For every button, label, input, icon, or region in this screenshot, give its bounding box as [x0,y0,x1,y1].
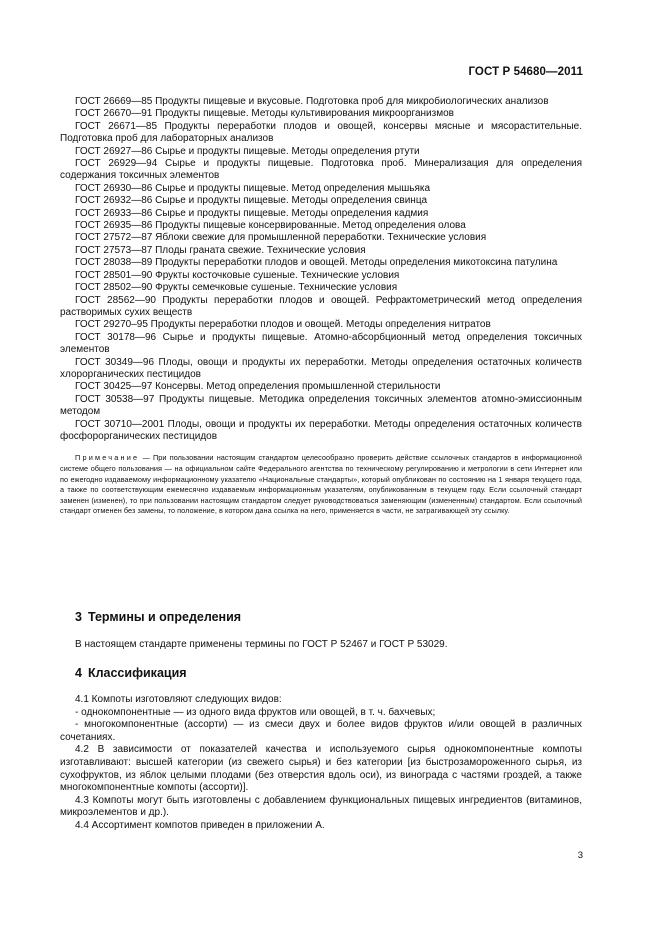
document-code-header: ГОСТ Р 54680—2011 [468,66,583,78]
section-3-heading [75,610,241,624]
reference-item: ГОСТ 28502—90 Фрукты семечковые сушеные. Технические условия [75,282,398,294]
reference-item: ГОСТ 30349—96 Плоды, овощи и продукты их переработки. Методы определения остаточных количеств хлорорганических пестицидов [60,356,582,380]
clause-4-2: 4.2 В зависимости от показателей качества и используемого сырья однокомпонентные компоты изготавливают: высшей категории (из свежего сырья) и без категории [из быстрозамороженного сырья, из сухофруктов, из яблок целыми плодами (без отверстия вдоль оси), из винограда с частями гроздей, а также многокомпонентные компоты (ассорти)]. [60,744,582,794]
reference-item: ГОСТ 28562—90 Продукты переработки плодов и овощей. Рефрактометрический метод определения растворимых сухих веществ [60,294,582,318]
clause-4-1-item-b: - многокомпонентные (ассорти) — из смеси двух и более видов фруктов и/или овощей в различных сочетаниях. [60,719,582,743]
clause-4-1: 4.1 Компоты изготовляют следующих видов: [75,694,282,705]
section-3-title: Термины и определения [87,610,242,624]
section-4-body [60,694,582,833]
section-4-title: Классификация [87,666,187,680]
reference-item: ГОСТ 26670—91 Продукты пищевые. Методы культивирования микроорганизмов [75,108,454,120]
reference-item: ГОСТ 27573—87 Плоды граната свежие. Технические условия [75,244,366,256]
section-4-heading [75,666,187,680]
reference-item: ГОСТ 28038—89 Продукты переработки плодов и овощей. Методы определения микотоксина патулина [75,257,558,269]
reference-item: ГОСТ 26935—86 Продукты пищевые консервированные. Метод определения олова [75,220,466,232]
reference-item: ГОСТ 28501—90 Фрукты косточковые сушеные. Технические условия [75,269,400,281]
clause-4-3: 4.3 Компоты могут быть изготовлены с добавлением функциональных пищевых ингредиентов (витаминов, микроэлементов и др.). [60,794,582,819]
reference-item: ГОСТ 26927—86 Сырье и продукты пищевые. Методы определения ртути [75,145,420,157]
reference-item: ГОСТ 30178—96 Сырье и продукты пищевые. Атомно-абсорбционный метод определения токсичных элементов [60,331,582,356]
reference-item: ГОСТ 29270–95 Продукты переработки плодов и овощей. Методы определения нитратов [75,319,491,331]
reference-item: ГОСТ 30425—97 Консервы. Метод определения промышленной стерильности [75,381,441,393]
normative-references-list [60,96,582,443]
clause-4-1-item-a: - однокомпонентные — из одного вида фруктов или овощей, в т. ч. бахчевых; [75,706,436,718]
section-4-number: 4 [75,666,82,680]
reference-item: ГОСТ 26932—86 Сырье и продукты пищевые. Методы определения свинца [75,195,428,207]
page-number: 3 [577,850,583,861]
reference-item: ГОСТ 27572—87 Яблоки свежие для промышленной переработки. Технические условия [75,232,487,244]
reference-item: ГОСТ 26933—86 Сырье и продукты пищевые. Методы определения кадмия [75,207,429,219]
section-3-number: 3 [75,610,82,624]
note-label: Примечание [75,453,140,463]
reference-item: ГОСТ 26671—85 Продукты переработки плодов и овощей, консервы мясные и мясорастительные. Подготовка проб для лабораторных анализов [60,120,582,145]
clause-4-4: 4.4 Ассортимент компотов приведен в приложении А. [75,819,325,831]
page-content [60,96,582,831]
reference-item: ГОСТ 26929—94 Сырье и продукты пищевые. Подготовка проб. Минерализация для определения содержания токсичных элементов [60,158,582,182]
note-paragraph [60,453,582,517]
reference-item: ГОСТ 30710—2001 Плоды, овощи и продукты их переработки. Методы определения остаточных количеств фосфорорганических пестицидов [60,418,582,442]
note-text: — При пользовании настоящим стандартом целесообразно проверить действие ссылочных стандартов в информационной системе общего пользования — на официальном сайте Федерального агентства по техническому регулированию и метрологии в сети Интернет или по ежегодно издаваемому информационному указателю «Национальные стандарты», который опубликован по состоянию на 1 января текущего года, а также по соответствующим ежемесячно издаваемым информационным указателям, опубликованным в текущем году. Если ссылочный стандарт заменен (изменен), то при пользовании настоящим стандартом следует руководствоваться заменяющим (измененным) стандартом. Если ссылочный стандарт отменен без замены, то положение, в котором дана ссылка на него, применяется в части, не затрагивающей эту ссылку. [60,453,582,516]
reference-item: ГОСТ 30538—97 Продукты пищевые. Методика определения токсичных элементов атомно-эмиссионным методом [60,393,582,418]
reference-item: ГОСТ 26930—86 Сырье и продукты пищевые. Метод определения мышьяка [75,182,431,194]
reference-item: ГОСТ 26669—85 Продукты пищевые и вкусовые. Подготовка проб для микробиологических анализов [75,96,549,107]
section-3-text: В настоящем стандарте применены термины по ГОСТ Р 52467 и ГОСТ Р 53029. [75,639,448,650]
